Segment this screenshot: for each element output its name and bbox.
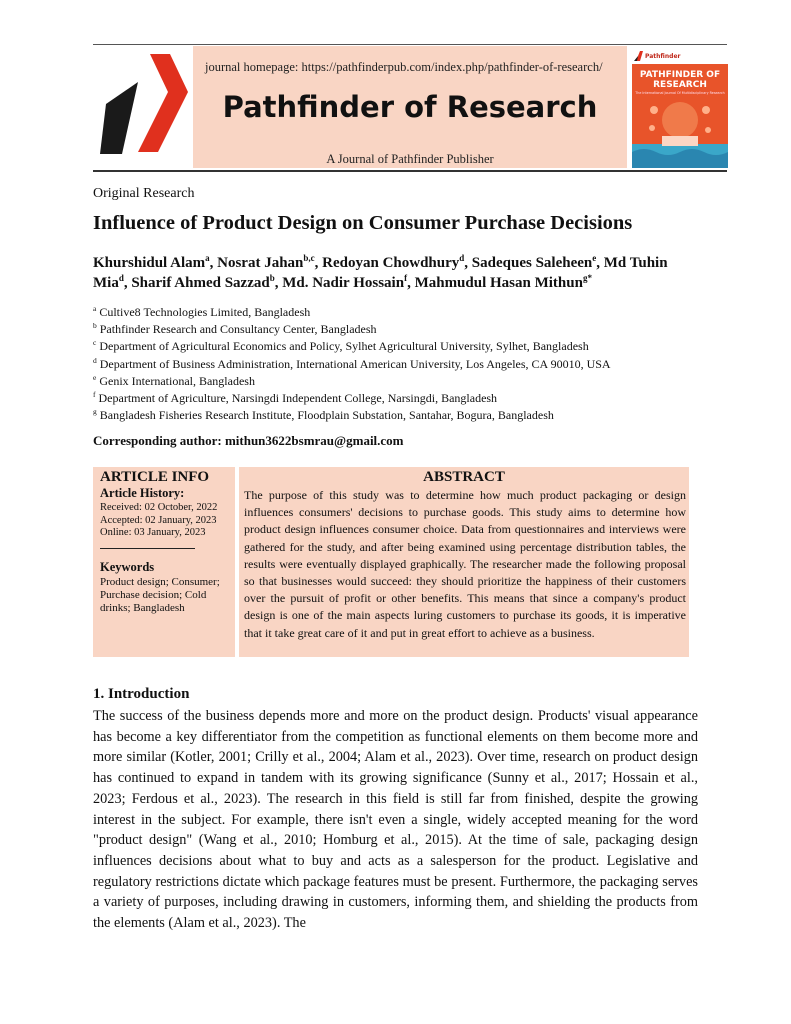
online-date: Online: 03 January, 2023 <box>100 527 206 538</box>
cover-title-line1: PATHFINDER OF <box>639 70 721 80</box>
affiliation-item <box>93 304 611 321</box>
cover-tagline: The International Journal Of Multidisciplinary Research <box>635 91 725 95</box>
author-separator: , <box>314 255 323 271</box>
journal-subtitle: A Journal of Pathfinder Publisher <box>326 152 494 166</box>
author-separator: , <box>123 275 132 291</box>
journal-title: Pathfinder of Research <box>222 90 598 124</box>
cover-brand: Pathfinder <box>645 53 681 60</box>
affiliation-mark: b <box>93 321 97 331</box>
abstract-heading: ABSTRACT <box>423 469 505 485</box>
affiliation-text: Department of Business Administration, International American University, Los Angeles, CA 90010, USA <box>99 356 611 371</box>
affiliation-mark: c <box>93 338 97 348</box>
info-divider <box>100 548 195 549</box>
affiliation-item <box>93 373 611 390</box>
introduction-text: The success of the business depends more and more on the product design. Products' visual appearance has become a key differentiator from the competition as functional elements on them become more and more similar (Kotler, 2001; Crilly et al., 2004; Alam et al., 2023). Over time, research on product design has continued to expand in tandem with its growing significance (Sunny et al., 2017; Hossain et al., 2023; Ferdous et al., 2023). The research in this field is still far from finished, despite the growing interest in the subject. For example, there isn't even a single, widely accepted meaning for the word "product design" (Wang et al., 2010; Homburg et al., 2015). At the time of sale, packaging design influences decisions about what to buy and acts as a salesperson for the product. Legislative and regulatory restrictions dictate which package features must be present. Furthermore, the packaging serves a variety of purposes, including drawing in customers, informing them, and shielding the products from the elements (Alam et al., 2023). The <box>93 708 698 932</box>
affiliation-text: Pathfinder Research and Consultancy Center, Bangladesh <box>99 322 377 337</box>
author-name: Sadeques Saleheen <box>471 255 593 271</box>
abstract-text: The purpose of this study was to determine how much product packaging or design influences consumers' decisions to purchase goods. This study aims to determine how product design influences consumer choice. Data from questionnaires and interviews were gathered for the study, and after being examined using percentage distribution tables, the results were eventually displayed graphically. The researcher made the following proposal so that businesses would succeed: they should prioritize the happiness of their customers over the pursuit of profit or other benefits. This means that since a company's product design is one of the main aspects luring customers to purchase its goods, it is imperative that it take great care of it and put in great effort to achieve as a business. <box>244 488 686 640</box>
author-name: Redoyan Chowdhury <box>322 255 460 271</box>
affiliation-mark: e <box>93 372 97 382</box>
journal-cover-image <box>632 48 728 168</box>
author-separator: , <box>596 255 604 271</box>
author-affiliation-mark: b <box>269 273 275 283</box>
affiliation-mark: g <box>93 407 97 417</box>
affiliation-text: Department of Agricultural Economics and Policy, Sylhet Agricultural University, Sylhet, Bangladesh <box>99 339 589 354</box>
keywords-list: Product design; Consumer; Purchase decision; Cold drinks; Bangladesh <box>100 576 220 614</box>
author-name: Md Tuhin Mia <box>93 255 668 291</box>
author-affiliation-mark: b,c <box>303 253 315 263</box>
keywords-heading: Keywords <box>100 560 155 574</box>
received-date: Received: 02 October, 2022 <box>100 502 218 513</box>
journal-homepage-link[interactable]: journal homepage: https://pathfinderpub.com/index.php/pathfinder-of-research/ <box>205 60 603 74</box>
affiliation-item <box>93 356 611 373</box>
author-separator: , <box>209 255 218 271</box>
article-title: Influence of Product Design on Consumer Purchase Decisions <box>93 212 633 234</box>
author-separator: , <box>407 275 415 291</box>
author-name: Mahmudul Hasan Mithun <box>414 275 583 291</box>
header-bottom-rule <box>93 170 727 172</box>
author-list <box>93 253 703 293</box>
author-name: Md. Nadir Hossain <box>282 275 405 291</box>
affiliation-mark: f <box>93 390 96 400</box>
author-affiliation-mark: e <box>592 253 597 263</box>
article-type: Original Research <box>93 186 195 201</box>
article-info-heading: ARTICLE INFO <box>100 469 210 485</box>
introduction-heading: 1. Introduction <box>93 686 190 702</box>
author-affiliation-mark: d <box>459 253 465 263</box>
author-affiliation-mark: g* <box>582 273 592 283</box>
affiliation-mark: d <box>93 355 97 365</box>
affiliation-item <box>93 407 611 424</box>
author-name: Sharif Ahmed Sazzad <box>131 275 270 291</box>
article-history-dates <box>100 502 217 540</box>
affiliation-text: Bangladesh Fisheries Research Institute, Floodplain Substation, Santahar, Bogura, Bangladesh <box>99 408 554 423</box>
author-affiliation-mark: d <box>118 273 124 283</box>
author-name: Nosrat Jahan <box>217 255 304 271</box>
cover-title-line2: RESEARCH <box>653 80 707 90</box>
corresponding-author: Corresponding author: mithun3622bsmrau@gmail.com <box>93 433 404 448</box>
affiliation-text: Cultive8 Technologies Limited, Bangladesh <box>99 305 311 319</box>
affiliation-text: Genix International, Bangladesh <box>99 373 255 388</box>
author-name: Khurshidul Alam <box>93 255 206 271</box>
article-history-heading: Article History: <box>100 486 185 500</box>
affiliation-mark: a <box>93 304 97 313</box>
author-separator: , <box>464 255 472 271</box>
affiliation-text: Department of Agriculture, Narsingdi Independent College, Narsingdi, Bangladesh <box>98 391 498 406</box>
accepted-date: Accepted: 02 January, 2023 <box>100 514 217 526</box>
author-affiliation-mark: a <box>205 253 210 263</box>
affiliation-list <box>93 304 611 424</box>
affiliation-item <box>93 321 611 338</box>
author-separator: , <box>274 275 283 291</box>
publisher-logo-icon <box>98 52 188 156</box>
author-affiliation-mark: f <box>404 273 408 283</box>
header-top-rule <box>93 44 727 45</box>
affiliation-item <box>93 338 611 355</box>
affiliation-item <box>93 390 611 407</box>
